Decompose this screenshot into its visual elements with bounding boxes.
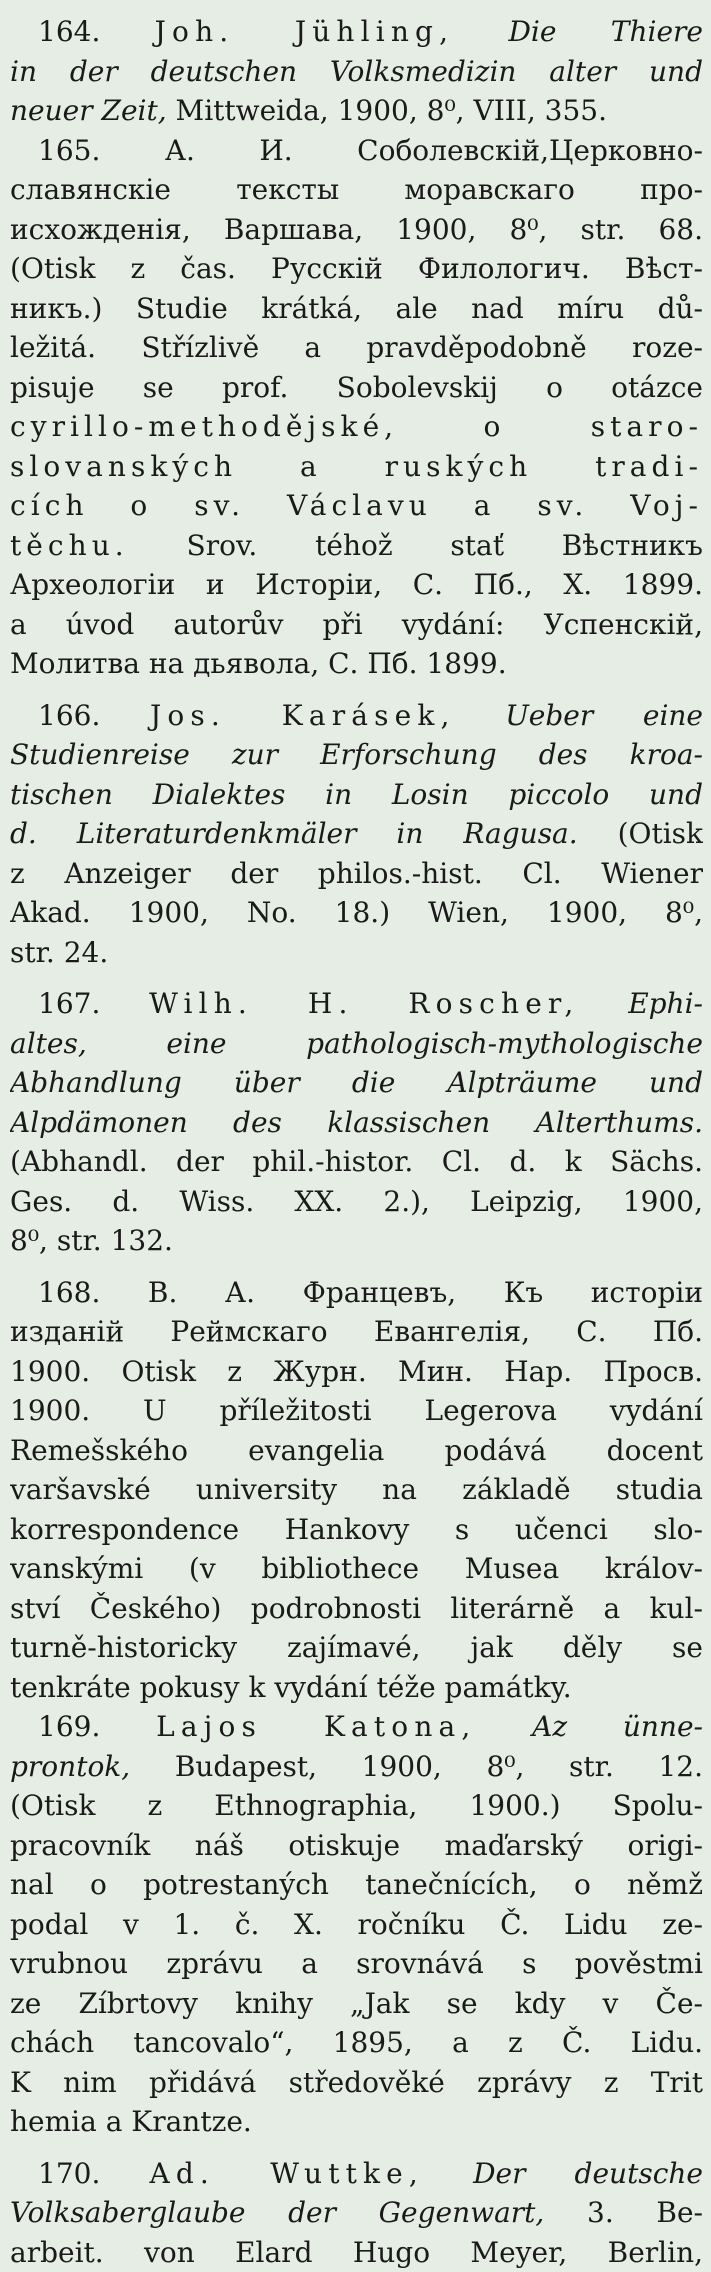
entry-title: d. Literaturdenkmäler in Ragusa. <box>10 817 578 850</box>
entry-title: prontok, <box>10 1750 130 1783</box>
entry-author: Lajos Katona, <box>156 1710 476 1743</box>
entry-annotation: Srov. téhož stať Вѣстникъ <box>187 529 703 562</box>
entry-annotation: vrubnou zprávu a srovnává s pověstmi <box>10 1947 703 1980</box>
entry-publication: (Otisk z Ethnographia, 1900.) Spolu- <box>10 1789 703 1822</box>
text-line <box>10 735 703 775</box>
entry-title: Ephi- <box>628 987 703 1020</box>
entry-title: tischen Dialektes in Losin piccolo und <box>10 778 703 811</box>
text-line <box>10 644 703 684</box>
text-line <box>10 1273 703 1313</box>
text-line <box>10 52 703 92</box>
text-line <box>10 289 703 329</box>
entry-annotation: ze Zíbrtovy knihy „Jak se kdy v Če- <box>10 1987 703 2020</box>
entry-annotation: chách tancovalo“, 1895, a z Č. Lidu. <box>10 2026 703 2059</box>
entry-publication: Akad. 1900, No. 18.) Wien, 1900, 8⁰, <box>10 896 703 929</box>
entry-title: Церковно- <box>549 134 703 167</box>
entry-number: 168. <box>38 1276 100 1309</box>
text-line <box>10 1668 703 1708</box>
text-line <box>10 486 703 526</box>
entry-publication: 3. Be- <box>587 2196 703 2229</box>
entry-author: Joh. Jühling, <box>155 15 454 48</box>
text-line <box>10 1352 703 1392</box>
bibliography-entry-168 <box>10 1273 703 1708</box>
bibliography-entry-169 <box>10 1707 703 2142</box>
text-line <box>10 170 703 210</box>
entry-author: А. И. Соболевскій, <box>165 134 549 167</box>
entry-annotation: cích o sv. Václavu a sv. Voj- <box>10 489 703 522</box>
text-line <box>10 91 703 131</box>
entry-publication: (Abhandl. der phil.-histor. Cl. d. k Sächs. <box>10 1145 703 1178</box>
entry-title: Ueber eine <box>505 699 703 732</box>
bibliography-entry-165 <box>10 131 703 684</box>
text-line <box>10 328 703 368</box>
entry-number: 166. <box>38 699 100 732</box>
text-line <box>10 1707 703 1747</box>
entry-annotation: korrespondence Hankovy s učenci slo- <box>10 1513 703 1546</box>
entry-annotation: podal v 1. č. X. ročníku Č. Lidu ze- <box>10 1908 703 1941</box>
text-line <box>10 1510 703 1550</box>
entry-title: altes, eine pathologisch-mythologische <box>10 1027 703 1060</box>
text-line <box>10 1549 703 1589</box>
text-line <box>10 210 703 250</box>
text-line <box>10 775 703 815</box>
text-line <box>10 1142 703 1182</box>
entry-annotation: Археологіи и Исторіи, С. Пб., X. 1899. <box>10 568 703 601</box>
entry-title: Der deutsche <box>473 2157 703 2190</box>
entry-publication: Варшава, 1900, 8⁰, str. 68. <box>224 213 703 246</box>
text-line <box>10 1865 703 1905</box>
text-line <box>10 933 703 973</box>
entry-publication: (Otisk z čas. Русскій Филологич. Вѣст- <box>10 252 703 285</box>
entry-annotation: Remešského evangelia podává docent <box>10 1434 703 1467</box>
text-line <box>10 1470 703 1510</box>
text-line <box>10 1786 703 1826</box>
text-line <box>10 605 703 645</box>
entry-publication: str. 24. <box>10 936 108 969</box>
entry-annotation: pracovník náš otiskuje maďarský origi- <box>10 1829 703 1862</box>
entry-publication: С. Пб. <box>576 1315 703 1348</box>
entry-annotation: Молитва на дьявола, С. Пб. 1899. <box>10 647 507 680</box>
entry-annotation: hemia a Krantze. <box>10 2105 252 2138</box>
text-line <box>10 565 703 605</box>
entry-number: 169. <box>38 1710 100 1743</box>
entry-title: исхожденія, <box>10 213 191 246</box>
text-line <box>10 1589 703 1629</box>
text-line <box>10 1103 703 1143</box>
text-line <box>10 1628 703 1668</box>
text-line <box>10 407 703 447</box>
text-line <box>10 526 703 566</box>
entry-publication: 8⁰, str. 132. <box>10 1224 173 1257</box>
entry-title: neuer Zeit, <box>10 94 167 127</box>
text-line <box>10 2023 703 2063</box>
text-line <box>10 2193 703 2233</box>
entry-annotation: turně-historicky zajímavé, jak děly se <box>10 1631 703 1664</box>
bibliography-entry-170 <box>10 2154 703 2272</box>
entry-annotation: varšavské university na základě studia <box>10 1473 703 1506</box>
text-line <box>10 893 703 933</box>
text-line <box>10 2233 703 2272</box>
text-line <box>10 1431 703 1471</box>
text-line <box>10 249 703 289</box>
entry-author: В. А. Францевъ, <box>148 1276 456 1309</box>
text-line <box>10 1944 703 1984</box>
entry-number: 164. <box>38 15 100 48</box>
entry-annotation: vanskými (v bibliothece Musea králov- <box>10 1552 703 1585</box>
text-line <box>10 1182 703 1222</box>
text-line <box>10 984 703 1024</box>
entry-title: Abhandlung über die Alpträume und <box>10 1066 703 1099</box>
text-line <box>10 2102 703 2142</box>
bibliography-entry-167 <box>10 984 703 1261</box>
text-line <box>10 1905 703 1945</box>
entry-title: Die Thiere <box>508 15 703 48</box>
bibliography-entry-164 <box>10 12 703 131</box>
text-line <box>10 696 703 736</box>
entry-publication: z Anzeiger der philos.-hist. Cl. Wiener <box>10 857 703 890</box>
text-line <box>10 1312 703 1352</box>
text-line <box>10 2063 703 2103</box>
entry-title: Az ünne- <box>532 1710 703 1743</box>
text-line <box>10 12 703 52</box>
bibliography-entry-166 <box>10 696 703 973</box>
text-line <box>10 854 703 894</box>
entry-number: 170. <box>38 2157 100 2190</box>
entry-annotation: K nim přidává středověké zprávy z Trit <box>10 2066 703 2099</box>
entry-author: Ad. Wuttke, <box>149 2157 424 2190</box>
entry-publication: 1900. Otisk z Журн. Мин. Нар. Просв. <box>10 1355 703 1388</box>
entry-annotation: cyrillo-methodějské, o staro- <box>10 410 703 443</box>
entry-annotation: pisuje se prof. Sobolevskij o otázce <box>10 371 703 404</box>
entry-author: Jos. Karásek, <box>150 699 456 732</box>
text-line <box>10 131 703 171</box>
text-line <box>10 1024 703 1064</box>
text-line <box>10 447 703 487</box>
entry-annotation: ležitá. Střízlivě a pravděpodobně roze- <box>10 331 703 364</box>
entry-publication: Budapest, 1900, 8⁰, str. 12. <box>175 1750 703 1783</box>
entry-author: Wilh. H. Roscher, <box>149 987 579 1020</box>
entry-annotation: nal o potrestaných tanečnících, o němž <box>10 1868 703 1901</box>
entry-title: in der deutschen Volksmedizin alter und <box>10 55 703 88</box>
text-line <box>10 368 703 408</box>
entry-publication: arbeit. von Elard Hugo Meyer, Berlin, <box>10 2236 703 2269</box>
entry-title: Volksaberglaube der Gegenwart, <box>10 2196 544 2229</box>
entry-number: 165. <box>38 134 100 167</box>
entry-publication: (Otisk <box>618 817 703 850</box>
text-line <box>10 1747 703 1787</box>
entry-annotation: tenkráte pokusy k vydání téže památky. <box>10 1671 572 1704</box>
entry-title: Alpdämonen des klassischen Alterthums. <box>10 1106 703 1139</box>
entry-title: изданій Реймскаго Евангелія, <box>10 1315 530 1348</box>
entry-annotation: těchu. <box>10 529 129 562</box>
text-line <box>10 1984 703 2024</box>
entry-annotation: a úvod autorův při vydání: Успенскій, <box>10 608 703 641</box>
entry-annotation: 1900. U příležitosti Legerova vydání <box>10 1394 703 1427</box>
text-line <box>10 1826 703 1866</box>
text-line <box>10 814 703 854</box>
text-line <box>10 1391 703 1431</box>
text-line <box>10 2154 703 2194</box>
entry-title: Studienreise zur Erforschung des kroa- <box>10 738 703 771</box>
entry-publication: Mittweida, 1900, 8⁰, VIII, 355. <box>176 94 607 127</box>
entry-publication: Ges. d. Wiss. XX. 2.), Leipzig, 1900, <box>10 1185 703 1218</box>
entry-annotation: ství Českého) podrobnosti literárně a kul- <box>10 1592 703 1625</box>
text-line <box>10 1063 703 1103</box>
entry-title: славянскіе тексты моравскаго про- <box>10 173 703 206</box>
entry-number: 167. <box>38 987 100 1020</box>
entry-publication: никъ.) Studie krátká, ale nad míru dů- <box>10 292 703 325</box>
entry-annotation: slovanských a ruských tradi- <box>10 450 703 483</box>
text-line <box>10 1221 703 1261</box>
entry-title: Къ исторіи <box>504 1276 703 1309</box>
